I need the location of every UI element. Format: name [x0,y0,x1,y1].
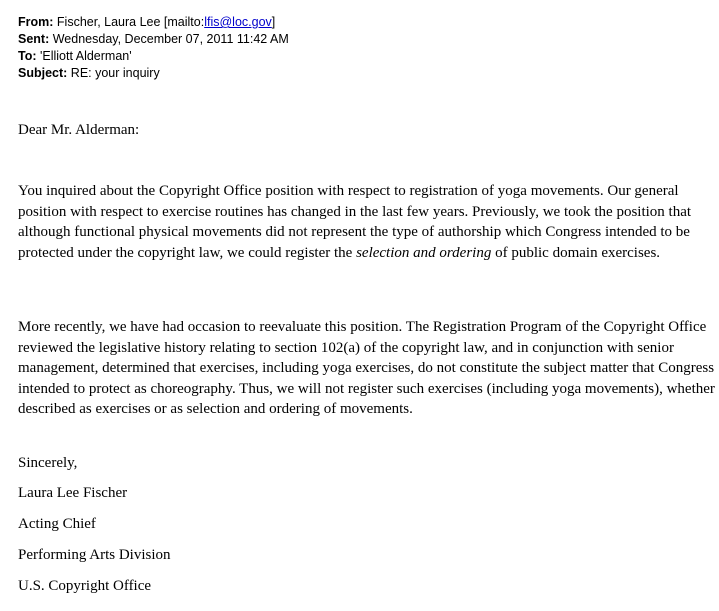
closing: Sincerely, [18,455,78,471]
sent-label: Sent: [18,32,50,46]
subject-row [18,65,289,82]
to-row [18,48,289,65]
from-name: Fischer, Laura Lee [mailto: [56,15,205,29]
paragraph-1-text-a: You inquired about the Copyright Office position with respect to registration of yoga movements. Our general position with respect to exercise routines has changed in the last few years. Previously, we took the position that although functional physical movements did not represent the type of authorship which Congress intended to be protected under the copyright law, we could register the [18,183,692,261]
from-end: ] [271,15,276,29]
from-label: From: [18,15,54,29]
greeting: Dear Mr. Alderman: [18,122,140,138]
signer-office: U.S. Copyright Office [18,578,152,594]
paragraph-1-emphasis: selection and ordering [356,244,492,261]
subject-value: RE: your inquiry [70,66,160,80]
from-email-link[interactable]: lfis@loc.gov [204,15,272,29]
from-row [18,14,289,31]
signer-division: Performing Arts Division [18,547,171,563]
paragraph-1-text-b: of public domain exercises. [491,244,661,261]
email-header [18,14,289,82]
to-value: 'Elliott Alderman' [40,49,132,63]
to-label: To: [18,49,37,63]
sent-value: Wednesday, December 07, 2011 11:42 AM [52,32,289,46]
signer-title: Acting Chief [18,516,96,532]
sent-row [18,31,289,48]
subject-label: Subject: [18,66,68,80]
signer-name: Laura Lee Fischer [18,485,128,501]
paragraph-2: More recently, we have had occasion to reevaluate this position. The Registration Program of the Copyright Office reviewed the legislative history relating to section 102(a) of the copyright law, and in conjunction with senior management, determined that exercises, including yoga exercises, do not constitute the subject matter that Congress intended to protect as choreography. Thus, we will not register such exercises (including yoga movements), whether described as exercises or as selection and ordering of movements. [18,319,715,417]
paragraph-1 [18,181,716,263]
